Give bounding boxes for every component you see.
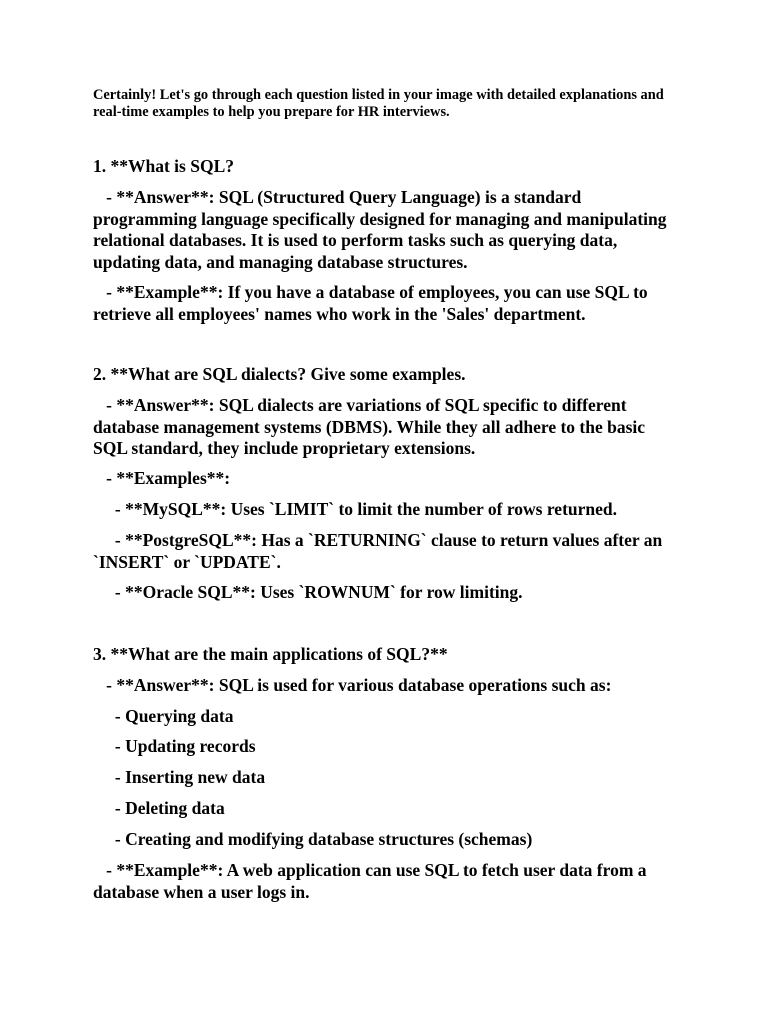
q2-example-mysql: - **MySQL**: Uses `LIMIT` to limit the number of rows returned. [93, 499, 618, 519]
q3-answer: - **Answer**: SQL is used for various database operations such as: [93, 675, 612, 695]
q2-question: 2. **What are SQL dialects? Give some examples. [93, 364, 466, 384]
intro-paragraph: Certainly! Let's go through each question listed in your image with detailed explanations and real-time examples to help you prepare for HR interviews. [93, 87, 664, 120]
q3-list-item: - Creating and modifying database structures (schemas) [93, 829, 533, 849]
q3-list-item: - Querying data [93, 706, 234, 726]
q2-example-oracle: - **Oracle SQL**: Uses `ROWNUM` for row limiting. [93, 582, 523, 602]
q3-list-item: - Deleting data [93, 798, 225, 818]
q1-question: 1. **What is SQL? [93, 156, 234, 176]
q2-example-postgres: - **PostgreSQL**: Has a `RETURNING` clause to return values after an `INSERT` or `UPDATE`. [93, 530, 667, 572]
q3-list-item: - Updating records [93, 736, 256, 756]
q2-examples-label: - **Examples**: [93, 468, 231, 488]
q3-list-item: - Inserting new data [93, 767, 266, 787]
q3-example: - **Example**: A web application can use SQL to fetch user data from a database when a user logs in. [93, 860, 651, 902]
q3-question: 3. **What are the main applications of SQL?** [93, 644, 448, 664]
q2-answer: - **Answer**: SQL dialects are variations of SQL specific to different database management systems (DBMS). While they all adhere to the basic SQL standard, they include proprietary extensions. [93, 395, 650, 458]
q1-example: - **Example**: If you have a database of employees, you can use SQL to retrieve all employees' names who work in the 'Sales' department. [93, 282, 653, 324]
q1-answer: - **Answer**: SQL (Structured Query Language) is a standard programming language specifically designed for managing and manipulating relational databases. It is used to perform tasks such as querying data, updating data, and managing database structures. [93, 187, 671, 272]
